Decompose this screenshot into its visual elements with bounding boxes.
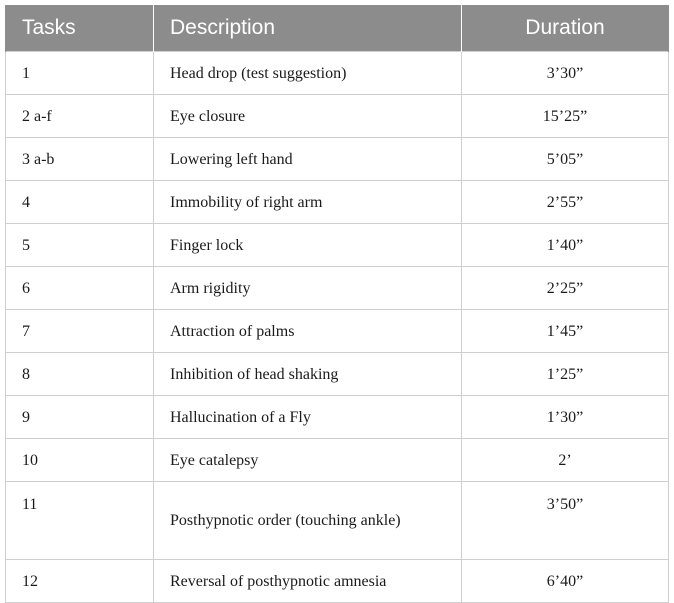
table-row — [6, 138, 669, 181]
description-cell: Head drop (test suggestion) — [154, 52, 462, 95]
table-header-row — [6, 5, 669, 52]
task-cell: 2 a-f — [6, 95, 154, 138]
task-cell: 6 — [6, 267, 154, 310]
duration-cell: 1’40” — [462, 224, 669, 267]
description-cell: Inhibition of head shaking — [154, 353, 462, 396]
duration-cell: 1’45” — [462, 310, 669, 353]
task-cell: 3 a-b — [6, 138, 154, 181]
duration-cell: 3’50” — [462, 482, 669, 560]
duration-cell: 2’ — [462, 439, 669, 482]
task-cell: 10 — [6, 439, 154, 482]
table-row — [6, 267, 669, 310]
header-description: Description — [154, 5, 462, 52]
table-row — [6, 560, 669, 603]
task-cell: 9 — [6, 396, 154, 439]
table-row — [6, 353, 669, 396]
duration-cell: 1’25” — [462, 353, 669, 396]
table-row — [6, 439, 669, 482]
task-cell: 5 — [6, 224, 154, 267]
table-row — [6, 52, 669, 95]
description-cell: Hallucination of a Fly — [154, 396, 462, 439]
description-cell: Eye closure — [154, 95, 462, 138]
description-cell: Eye catalepsy — [154, 439, 462, 482]
description-cell: Immobility of right arm — [154, 181, 462, 224]
task-cell: 4 — [6, 181, 154, 224]
task-cell: 8 — [6, 353, 154, 396]
description-cell: Lowering left hand — [154, 138, 462, 181]
task-cell: 1 — [6, 52, 154, 95]
task-cell: 7 — [6, 310, 154, 353]
duration-cell: 5’05” — [462, 138, 669, 181]
duration-cell: 3’30” — [462, 52, 669, 95]
task-cell: 12 — [6, 560, 154, 603]
duration-cell: 1’30” — [462, 396, 669, 439]
header-duration: Duration — [462, 5, 669, 52]
description-cell: Posthypnotic order (touching ankle) — [154, 482, 462, 560]
description-cell: Attraction of palms — [154, 310, 462, 353]
duration-cell: 15’25” — [462, 95, 669, 138]
header-tasks: Tasks — [6, 5, 154, 52]
duration-cell: 2’55” — [462, 181, 669, 224]
description-cell: Reversal of posthypnotic amnesia — [154, 560, 462, 603]
table-row — [6, 181, 669, 224]
table-row — [6, 224, 669, 267]
description-cell: Arm rigidity — [154, 267, 462, 310]
duration-cell: 6’40” — [462, 560, 669, 603]
description-cell: Finger lock — [154, 224, 462, 267]
table-row — [6, 396, 669, 439]
task-cell: 11 — [6, 482, 154, 560]
tasks-table — [5, 5, 669, 603]
duration-cell: 2’25” — [462, 267, 669, 310]
table-row — [6, 310, 669, 353]
table-row — [6, 95, 669, 138]
table-row — [6, 482, 669, 560]
